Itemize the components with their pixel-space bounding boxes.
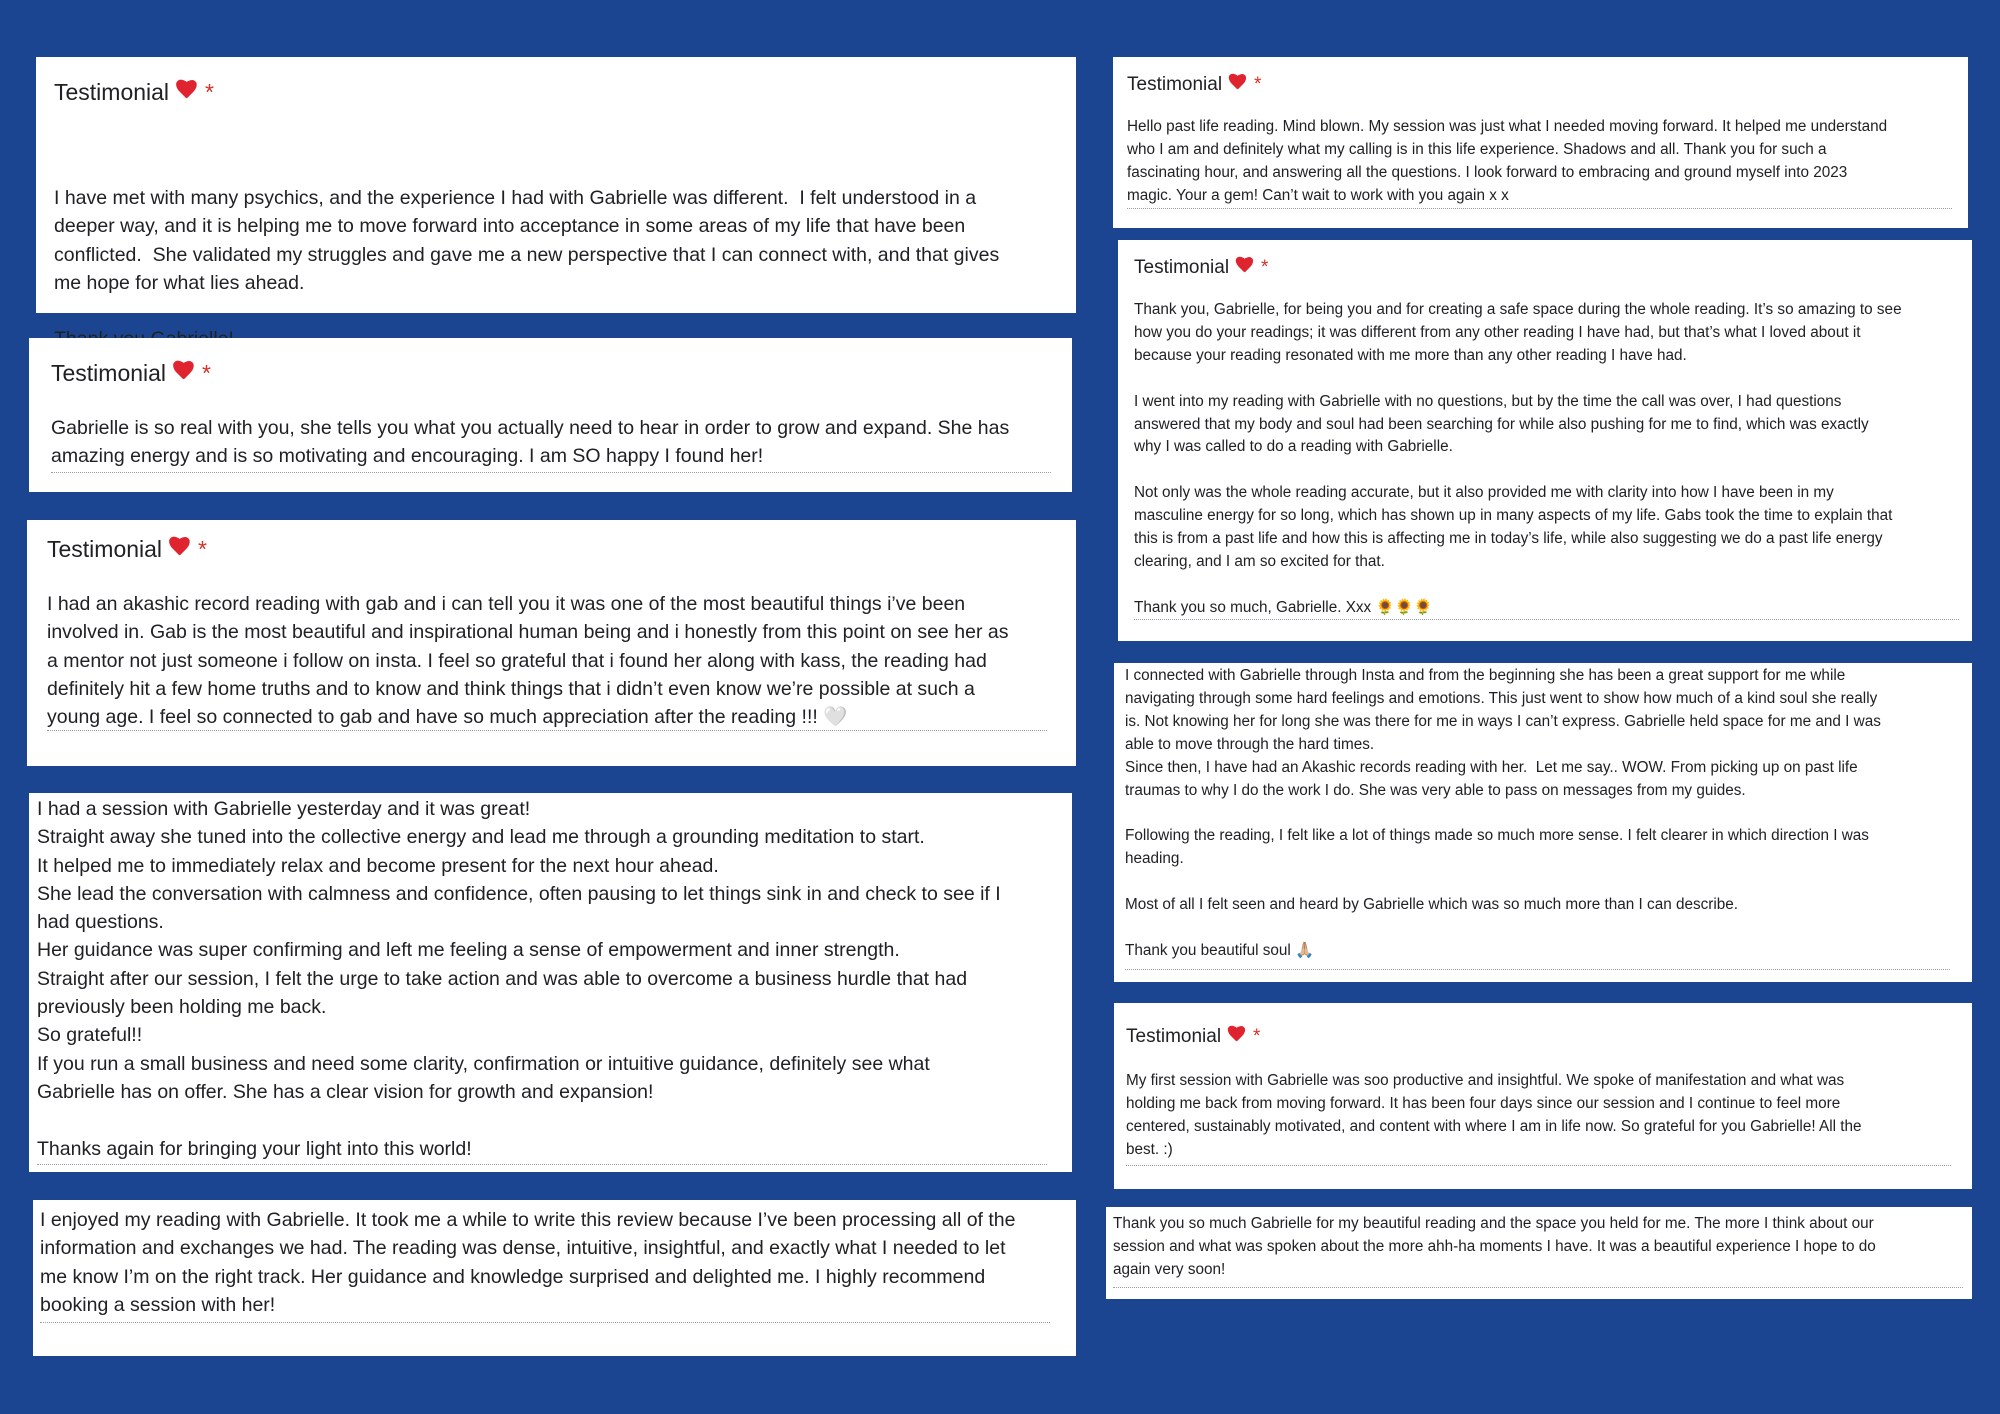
heart-icon	[1235, 257, 1253, 279]
testimonial-heading	[1134, 256, 1268, 280]
testimonial-text: I have met with many psychics, and the experience I had with Gabrielle was different. I felt understood in a deeper way, and it is helping me to move forward into acceptance in some areas of my life that have been conflicted. She validated my struggles and gave me a new perspective that I can connect with, and that gives me hope for what lies ahead.	[54, 187, 1000, 294]
answer-underline	[51, 472, 1051, 473]
answer-underline	[47, 730, 1047, 731]
required-asterisk: *	[205, 78, 214, 105]
testimonial-text: I connected with Gabrielle through Insta and from the beginning she has been a great support for me while navigating through some hard feelings and emotions. This just went to show how much of a kind soul she really is. Not knowing her for long she was there for me in ways I can’t express. Gabrielle held space for me and I was able to move through the hard times. Since then, I have had an Akashic records reading with her. Let me say.. WOW. From picking up on past life traumas to why I do the work I do. She was very able to pass on messages from my guides. Following the reading, I felt like a lot of things made so much more sense. I felt clearer in which direction I was heading. Most of all I felt seen and heard by Gabrielle which was so much more than I can describe. Thank you beautiful soul 🙏🏼	[1125, 667, 1881, 959]
heart-icon	[1228, 74, 1246, 96]
testimonial-heading	[1126, 1025, 1260, 1049]
answer-underline	[1127, 208, 1952, 209]
testimonial-heading	[47, 534, 207, 564]
testimonial-label: Testimonial	[54, 78, 170, 105]
testimonial-text: Thank you, Gabrielle, for being you and for creating a safe space during the whole reading. It’s so amazing to see how you do your readings; it was different from any other reading I have had, but that’s what I loved about it because your reading resonated with me more than any other reading I have had. I went into my reading with Gabrielle with no questions, but by the time the call was over, I had questions answered that my body and soul had been searching for while also pushing for me to find, which was exactly why I was called to do a reading with Gabrielle. Not only was the whole reading accurate, but it also provided me with clarity into how I have been in my masculine energy for so long, which has shown up in many aspects of my life. Gabs took the time to explain that this is from a past life and how this is affecting me in today’s life, while also suggesting we do a past life energy clearing, and I am so excited for that. Thank you so much, Gabrielle. Xxx 🌻🌻🌻	[1134, 301, 1902, 616]
testimonial-text: Gabrielle is so real with you, she tells you what you actually need to hear in order to grow and expand. She has amazing energy and is so motivating and encouraging. I am SO happy I found her!	[51, 417, 1010, 468]
testimonial-heading	[1127, 73, 1261, 97]
answer-underline	[1125, 969, 1950, 970]
heart-icon	[172, 360, 194, 387]
testimonial-card-3	[27, 520, 1076, 766]
testimonial-text: Hello past life reading. Mind blown. My session was just what I needed moving forward. It helped me understand who I am and definitely what my calling is in this life experience. Shadows and all. Thank you for such a fascinating hour, and answering all the questions. I look forward to embracing and ground myself into 2023 magic. Your a gem! Can’t wait to work with you again x x	[1127, 118, 1888, 204]
testimonial-label: Testimonial	[51, 359, 167, 386]
testimonial-text: Thank you so much Gabrielle for my beautiful reading and the space you held for me. The more I think about our session and what was spoken about the more ahh-ha moments I have. It was a beautiful experience I hope to do again very soon!	[1113, 1215, 1876, 1278]
required-asterisk: *	[1254, 74, 1262, 95]
testimonial-card-4	[29, 793, 1072, 1172]
testimonial-card-1	[36, 57, 1076, 313]
testimonial-label: Testimonial	[47, 535, 163, 562]
testimonial-label: Testimonial	[1127, 74, 1223, 95]
testimonial-label: Testimonial	[1134, 257, 1230, 278]
answer-underline	[1113, 1287, 1963, 1288]
heart-icon	[175, 79, 197, 106]
testimonial-card-2	[29, 338, 1072, 492]
required-asterisk: *	[202, 359, 211, 386]
testimonial-card-7	[1118, 240, 1972, 641]
answer-underline	[37, 1164, 1047, 1165]
testimonial-card-6	[1113, 57, 1968, 228]
testimonial-text: My first session with Gabrielle was soo productive and insightful. We spoke of manifestation and what was holding me back from moving forward. It has been four days since our session and I continue to feel more centered, sustainably motivated, and content with where I am in life now. So grateful for you Gabrielle! All the best. :)	[1126, 1072, 1862, 1158]
answer-underline	[40, 1322, 1050, 1323]
heart-icon	[1227, 1026, 1245, 1048]
testimonial-text: I had a session with Gabrielle yesterday and it was great! Straight away she tuned into the collective energy and lead me through a grounding meditation to start. It helped me to immediately relax and become present for the next hour ahead. She lead the conversation with calmness and confidence, often pausing to let things sink in and check to see if I had questions. Her guidance was super confirming and left me feeling a sense of empowerment and inner strength. Straight after our session, I felt the urge to take action and was able to overcome a business hurdle that had previously been holding me back. So grateful!! If you run a small business and need some clarity, confirmation or intuitive guidance, definitely see what Gabrielle has on offer. She has a clear vision for growth and expansion! Thanks again for bringing your light into this world!	[37, 798, 1001, 1160]
required-asterisk: *	[198, 535, 207, 562]
heart-icon	[168, 536, 190, 563]
testimonial-text: I had an akashic record reading with gab and i can tell you it was one of the most beautiful things i’ve been involved in. Gab is the most beautiful and inspirational human being and i honestly from this point on see her as a mentor not just someone i follow on insta. I feel so grateful that i found her along with kass, the reading had definitely hit a few home truths and to know and think things that i didn’t even know we’re possible at such a young age. I feel so connected to gab and have so much appreciation after the reading !!! 🤍	[47, 593, 1009, 729]
answer-underline	[1126, 1165, 1951, 1166]
testimonial-label: Testimonial	[1126, 1026, 1222, 1047]
testimonial-heading	[54, 77, 214, 107]
required-asterisk: *	[1261, 257, 1269, 278]
testimonial-card-5	[33, 1200, 1076, 1356]
testimonial-card-9	[1114, 1003, 1972, 1189]
testimonial-card-8	[1114, 663, 1972, 982]
required-asterisk: *	[1253, 1026, 1261, 1047]
answer-underline	[1134, 619, 1959, 620]
testimonial-card-10	[1106, 1207, 1972, 1299]
testimonial-text: I enjoyed my reading with Gabrielle. It took me a while to write this review because I’ve been processing all of the information and exchanges we had. The reading was dense, intuitive, insightful, and exactly what I needed to let me know I’m on the right track. Her guidance and knowledge surprised and delighted me. I highly recommend booking a session with her!	[40, 1209, 1016, 1316]
testimonial-heading	[51, 358, 211, 388]
